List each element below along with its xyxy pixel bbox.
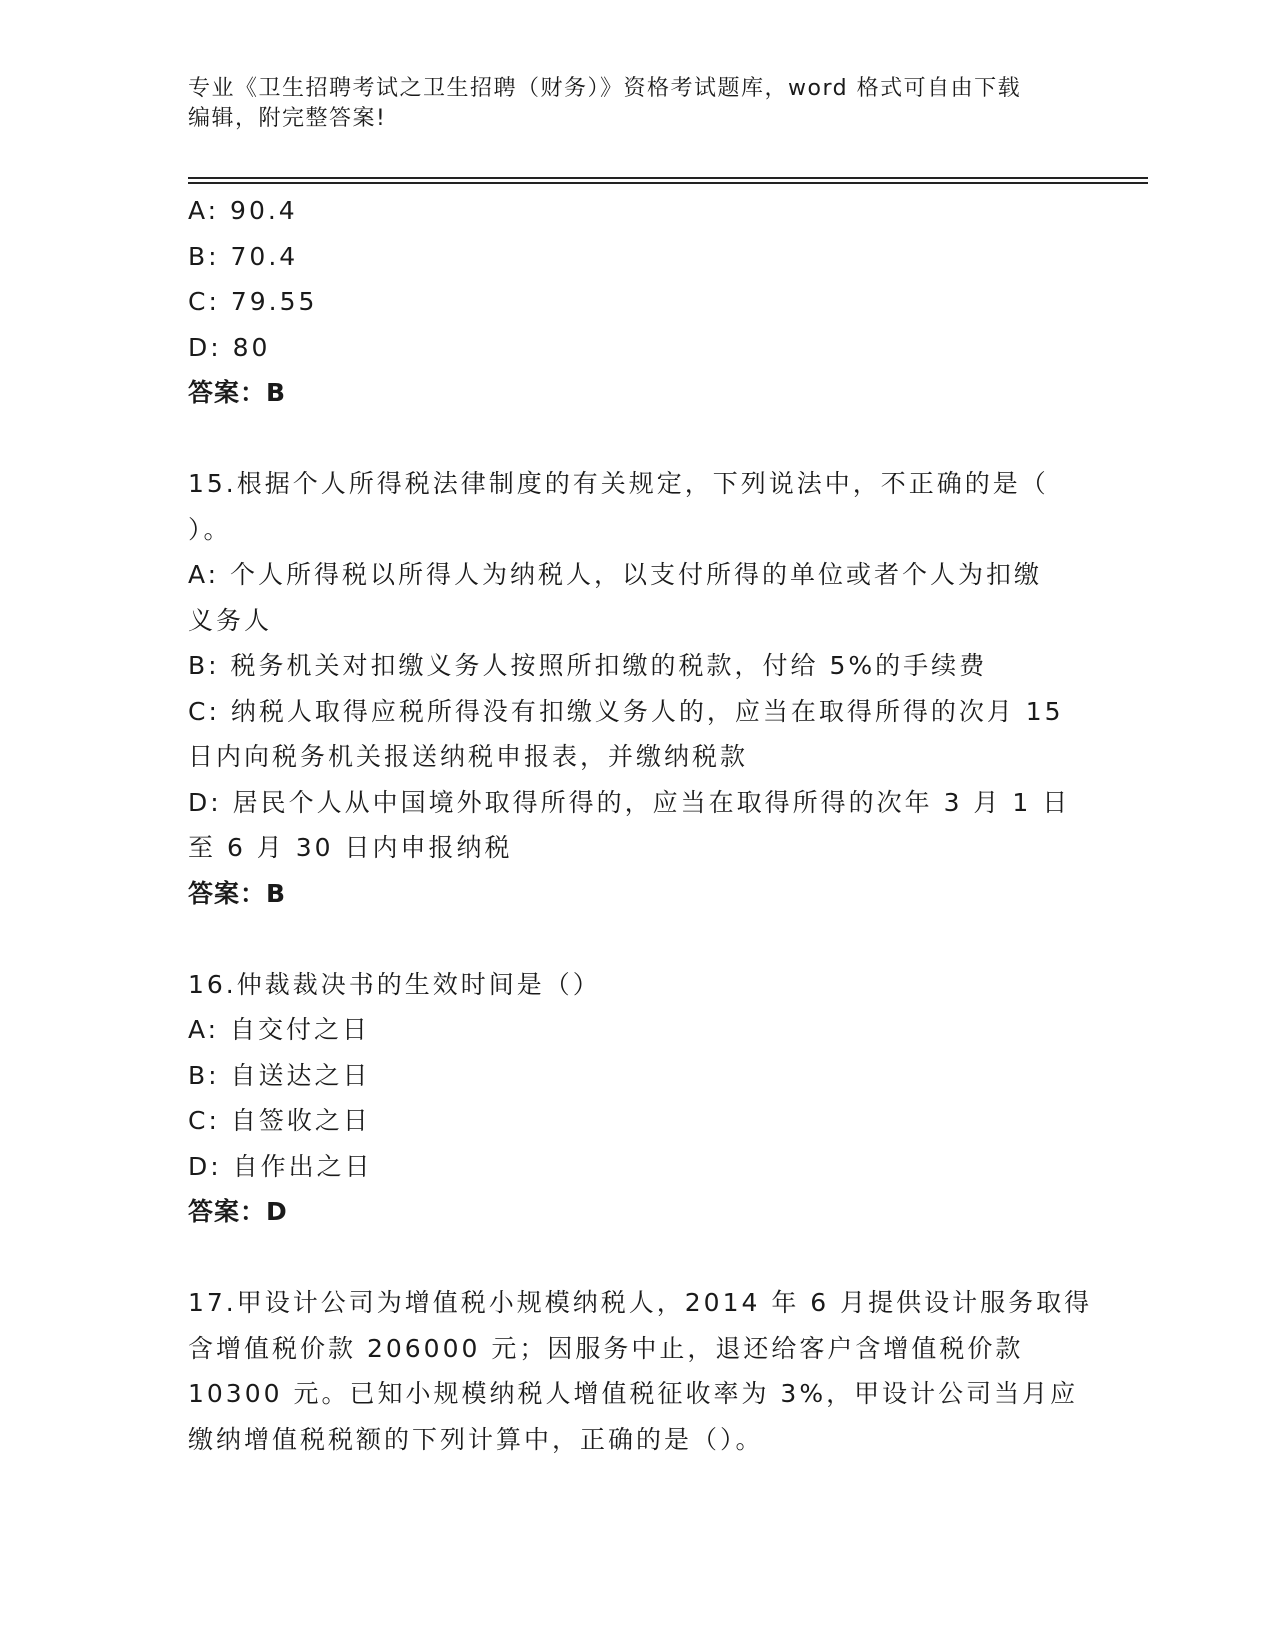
option-c: C: 纳税人取得应税所得没有扣缴义务人的，应当在取得所得的次月 15 [188,696,1064,726]
answer-line: 答案：B [188,378,287,407]
option-a: A: 自交付之日 [188,1015,371,1044]
option-a: A: 个人所得税以所得人为纳税人，以支付所得的单位或者个人为扣缴 [188,560,1043,589]
question-stem: 16.仲裁裁决书的生效时间是（） [188,969,601,999]
option-a: A: 90.4 [188,196,298,225]
option-b: B: 税务机关对扣缴义务人按照所扣缴的税款，付给 5%的手续费 [188,651,988,680]
option-d: D: 居民个人从中国境外取得所得的，应当在取得所得的次年 3 月 1 日 [188,787,1071,817]
spacer [188,916,1088,962]
option-c: C: 79.55 [188,287,318,316]
option-d: D: 自作出之日 [188,1151,373,1181]
document-header [188,74,1078,134]
option-b: B: 自送达之日 [188,1060,371,1090]
header-line-1: 专业《卫生招聘考试之卫生招聘（财务）》资格考试题库，word 格式可自由下载 [188,76,1022,101]
header-divider-bottom [188,182,1148,184]
question-stem: 15.根据个人所得税法律制度的有关规定，下列说法中，不正确的是（ [188,469,1049,498]
question-17 [188,1280,1093,1462]
option-c: C: 自签收之日 [188,1106,371,1135]
spacer [188,1235,1088,1281]
question-14-tail [188,188,1088,416]
option-d: D: 80 [188,332,271,362]
header-line-2: 编辑，附完整答案! [188,106,387,131]
question-stem: 17.甲设计公司为增值税小规模纳税人，2014 年 6 月提供设计服务取得 [188,1288,1093,1317]
answer-line: 答案：D [188,1197,288,1226]
question-stem-cont: 含增值税价款 206000 元；因服务中止，退还给客户含增值税价款 [188,1333,1024,1363]
option-d-cont: 至 6 月 30 日内申报纳税 [188,833,513,862]
option-a-cont: 义务人 [188,605,273,635]
option-b: B: 70.4 [188,241,299,271]
question-16 [188,962,1088,1235]
spacer [188,416,1088,462]
question-15 [188,461,1088,916]
question-stem-cont: 10300 元。已知小规模纳税人增值税征收率为 3%，甲设计公司当月应 [188,1379,1079,1408]
answer-line: 答案：B [188,878,287,908]
question-list [188,188,1093,1462]
header-divider-top [188,177,1148,179]
question-stem-cont: ）。 [188,514,232,544]
option-c-cont: 日内向税务机关报送纳税申报表，并缴纳税款 [188,742,749,771]
question-stem-cont: 缴纳增值税税额的下列计算中，正确的是（）。 [188,1424,764,1454]
